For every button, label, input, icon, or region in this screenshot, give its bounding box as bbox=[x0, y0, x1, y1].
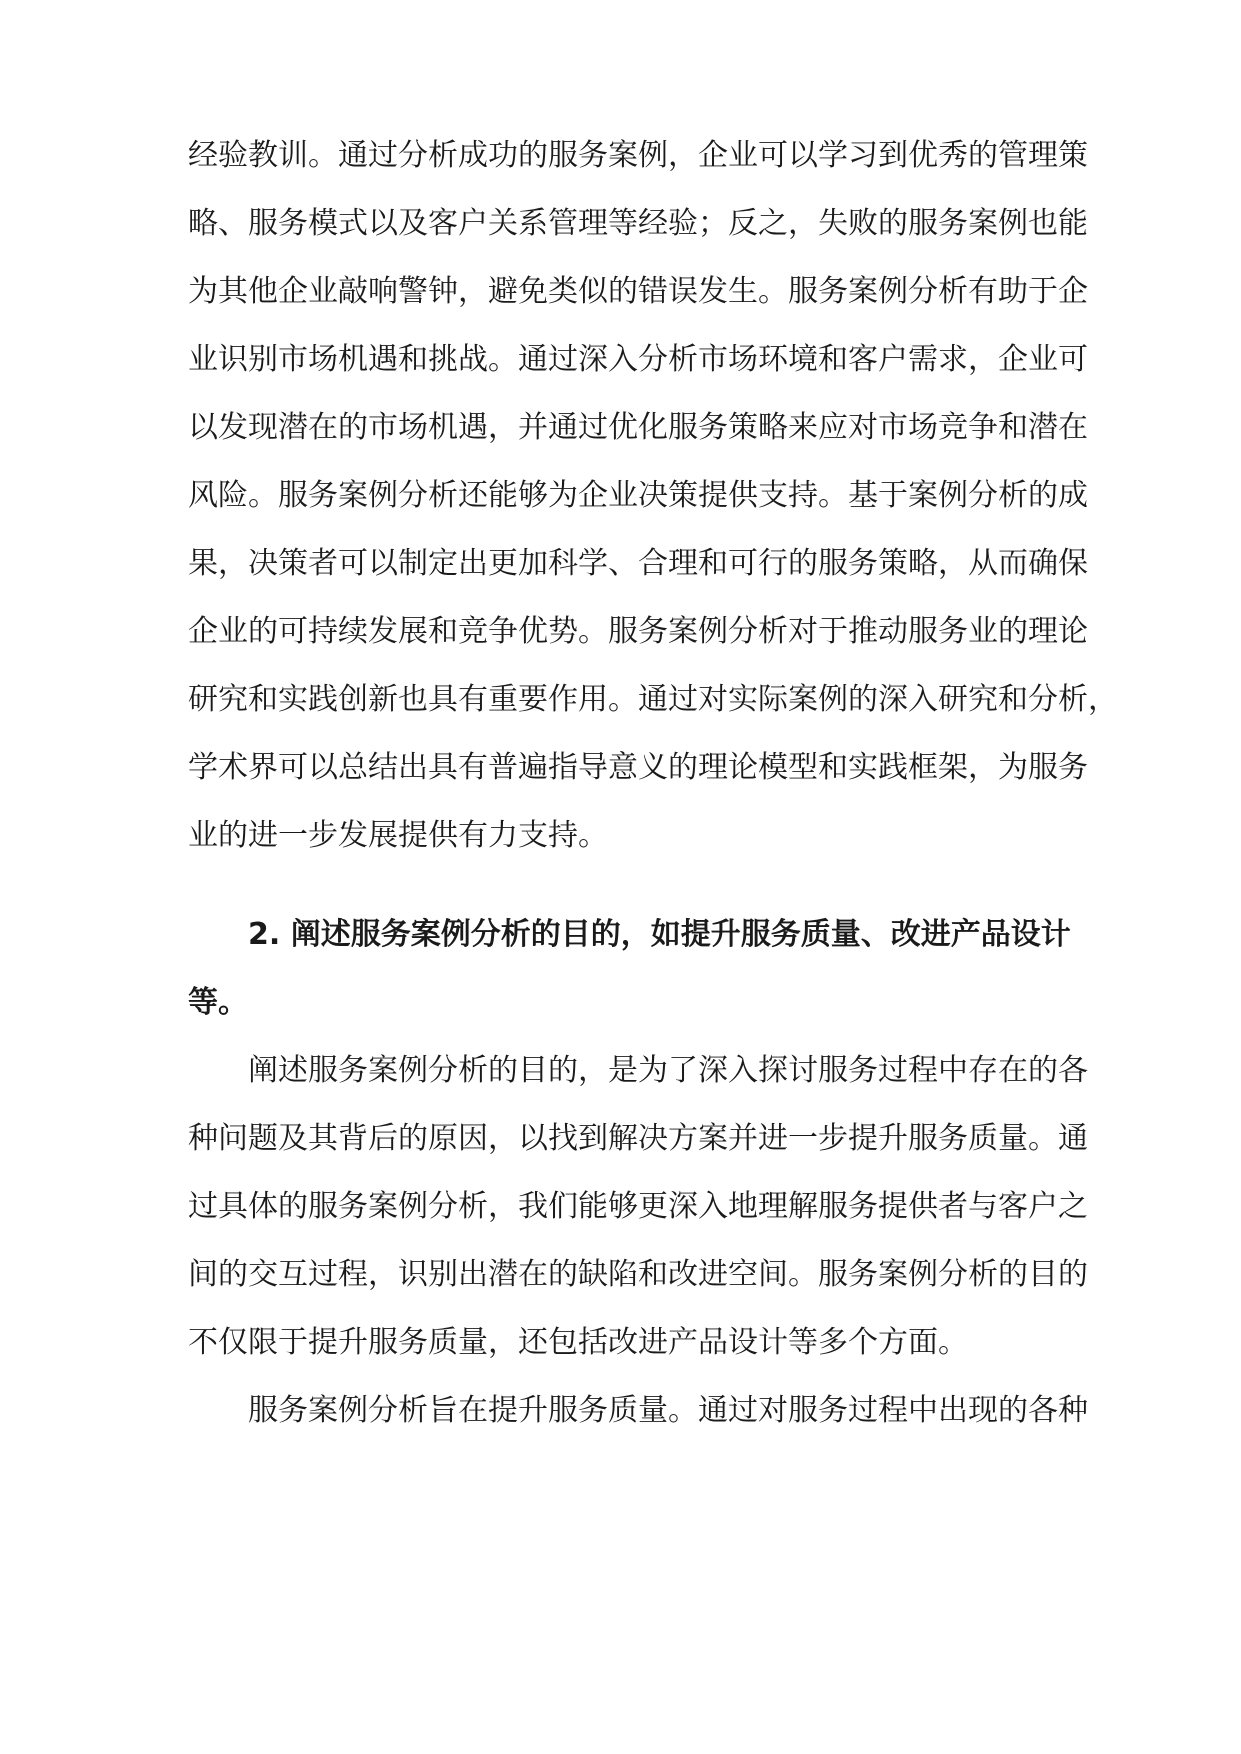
section-heading-line-2: 等。 bbox=[188, 985, 248, 1020]
paragraph-1-line-6: 风险。服务案例分析还能够为企业决策提供支持。基于案例分析的成 bbox=[188, 478, 1088, 513]
paragraph-1-line-3: 为其他企业敲响警钟，避免类似的错误发生。服务案例分析有助于企 bbox=[188, 274, 1088, 309]
section-heading-line-1: 2. 阐述服务案例分析的目的，如提升服务质量、改进产品设计 bbox=[248, 917, 1071, 952]
paragraph-1-line-8: 企业的可持续发展和竞争优势。服务案例分析对于推动服务业的理论 bbox=[188, 614, 1088, 649]
paragraph-1-line-10: 学术界可以总结出具有普遍指导意义的理论模型和实践框架，为服务 bbox=[188, 750, 1088, 785]
paragraph-2-line-2: 种问题及其背后的原因，以找到解决方案并进一步提升服务质量。通 bbox=[188, 1121, 1088, 1156]
paragraph-1-line-5: 以发现潜在的市场机遇，并通过优化服务策略来应对市场竞争和潜在 bbox=[188, 410, 1088, 445]
paragraph-2-line-4: 间的交互过程，识别出潜在的缺陷和改进空间。服务案例分析的目的 bbox=[188, 1257, 1088, 1292]
paragraph-2-line-3: 过具体的服务案例分析，我们能够更深入地理解服务提供者与客户之 bbox=[188, 1189, 1088, 1224]
paragraph-1-line-7: 果，决策者可以制定出更加科学、合理和可行的服务策略，从而确保 bbox=[188, 546, 1088, 581]
paragraph-1-line-9: 研究和实践创新也具有重要作用。通过对实际案例的深入研究和分析， bbox=[188, 682, 1118, 717]
paragraph-3-line-1: 服务案例分析旨在提升服务质量。通过对服务过程中出现的各种 bbox=[248, 1393, 1088, 1428]
paragraph-1-line-4: 业识别市场机遇和挑战。通过深入分析市场环境和客户需求，企业可 bbox=[188, 342, 1088, 377]
paragraph-2-line-1: 阐述服务案例分析的目的，是为了深入探讨服务过程中存在的各 bbox=[248, 1053, 1088, 1088]
paragraph-1-line-1: 经验教训。通过分析成功的服务案例，企业可以学习到优秀的管理策 bbox=[188, 138, 1088, 173]
paragraph-1-line-11: 业的进一步发展提供有力支持。 bbox=[188, 818, 608, 853]
paragraph-2-line-5: 不仅限于提升服务质量，还包括改进产品设计等多个方面。 bbox=[188, 1325, 968, 1360]
paragraph-1-line-2: 略、服务模式以及客户关系管理等经验；反之，失败的服务案例也能 bbox=[188, 206, 1088, 241]
